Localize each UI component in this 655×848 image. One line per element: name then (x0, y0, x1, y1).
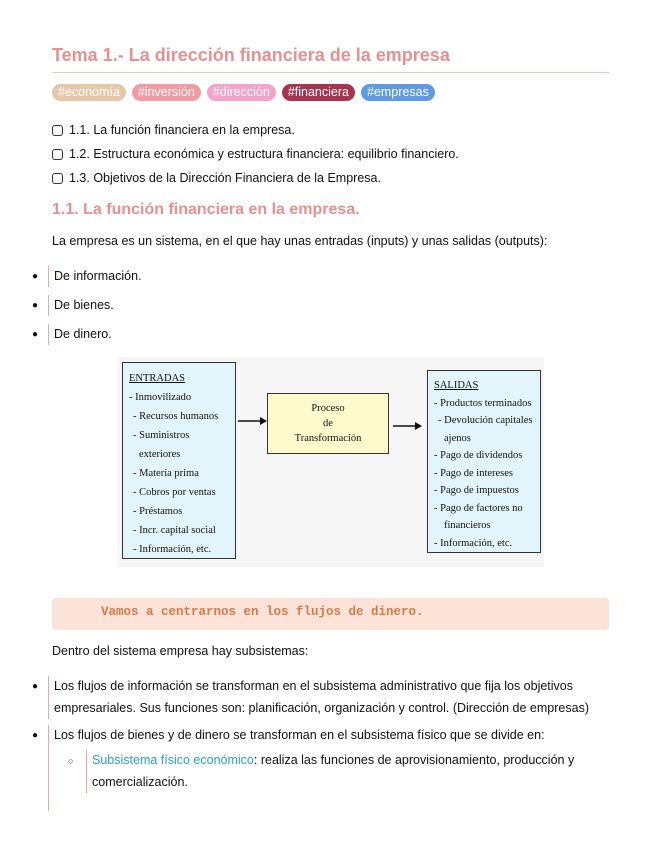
callout-text: Vamos a centrarnos en los flujos de dinero. (101, 605, 424, 619)
section-heading: 1.1. La función financiera en la empresa. (52, 201, 360, 218)
tag-list (52, 84, 435, 101)
system-diagram (117, 357, 544, 567)
entradas-item: - Incr. capital social (133, 525, 216, 536)
salidas-item: - Devolución capitales (438, 415, 533, 426)
bullet-dot-icon: ● (32, 730, 39, 741)
list-item-text: De bienes. (48, 295, 114, 316)
checklist-item (52, 166, 459, 190)
entradas-title: ENTRADAS (129, 373, 186, 384)
callout-block (52, 598, 609, 630)
salidas-item: ajenos (444, 432, 471, 444)
sub-list-item (68, 750, 574, 793)
list-item (32, 676, 589, 719)
arrow-right-icon (391, 420, 425, 432)
toc-checklist (52, 118, 459, 190)
tag-empresas[interactable]: #empresas (361, 84, 435, 101)
arrow-right-icon (236, 415, 270, 427)
entradas-item: - Materia prima (133, 468, 199, 479)
proceso-line: Proceso (311, 403, 345, 414)
salidas-item: - Información, etc. (434, 537, 513, 549)
list-item (32, 725, 589, 811)
checkbox[interactable] (52, 149, 63, 160)
list-item-line: empresariales. Sus funciones son: planificación, organización y control. (Dirección de empresas) (54, 701, 589, 715)
bullet-dot-icon: ● (32, 681, 39, 692)
page-title: Tema 1.- La dirección financiera de la empresa (52, 45, 609, 73)
salidas-item: - Productos terminados (434, 397, 532, 409)
tag-economia[interactable]: #economía (52, 84, 126, 101)
list-item-line: Los flujos de información se transforman en el subsistema administrativo que fija los objetivos (54, 679, 574, 693)
list-item-line: Los flujos de bienes y de dinero se transforman en el subsistema físico que se divide en: (54, 728, 545, 742)
list-item (32, 266, 142, 287)
sub-list-item-line: comercialización. (92, 775, 188, 789)
intro-paragraph: La empresa es un sistema, en el que hay unas entradas (inputs) y unas salidas (outputs): (52, 234, 548, 248)
list-item-text (48, 725, 574, 811)
flow-bullet-list (32, 266, 142, 345)
checkbox[interactable] (52, 173, 63, 184)
proceso-line: Transformación (294, 433, 362, 444)
tag-inversion[interactable]: #inversión (132, 84, 201, 101)
entradas-item: - Préstamos (133, 506, 183, 517)
entradas-box (122, 362, 236, 559)
salidas-item: - Pago de factores no (434, 502, 523, 514)
bullet-dot-icon: ● (32, 271, 39, 282)
sub-list-item-line: : realiza las funciones de aprovisionamiento, producción y (253, 753, 575, 767)
bullet-dot-icon: ● (32, 300, 39, 311)
subsystems-intro: Dentro del sistema empresa hay subsistemas: (52, 644, 309, 658)
list-item-text: De dinero. (48, 324, 112, 345)
salidas-item: - Pago de dividendos (434, 450, 523, 461)
salidas-title: SALIDAS (434, 380, 479, 391)
proceso-box (267, 393, 389, 454)
salidas-item: - Pago de impuestos (434, 485, 519, 496)
checklist-item (52, 142, 459, 166)
entradas-item: - Suministros (133, 430, 190, 441)
entradas-item: - Cobros por ventas (133, 487, 216, 498)
salidas-item: - Pago de intereses (434, 467, 514, 479)
bullet-dot-icon: ● (32, 329, 39, 340)
subsystem-bullet-list (32, 676, 589, 811)
tag-direccion[interactable]: #dirección (207, 84, 276, 101)
bullet-circle-icon: ○ (68, 756, 74, 766)
list-item-text (48, 676, 589, 719)
entradas-item: - Recursos humanos (133, 411, 219, 422)
entradas-item: exteriores (139, 449, 181, 460)
checklist-item (52, 118, 459, 142)
checkbox[interactable] (52, 125, 63, 136)
subsistema-fisico-link[interactable]: Subsistema físico económico (92, 753, 254, 767)
list-item (32, 295, 142, 316)
sub-list-item-text (86, 750, 574, 793)
checklist-label: 1.3. Objetivos de la Dirección Financiera de la Empresa. (69, 171, 381, 185)
tag-financiera[interactable]: #financiera (282, 84, 355, 101)
checklist-label: 1.1. La función financiera en la empresa. (69, 123, 295, 137)
checklist-label: 1.2. Estructura económica y estructura financiera: equilibrio financiero. (69, 147, 459, 161)
proceso-line: de (323, 418, 333, 429)
list-item-text: De información. (48, 266, 142, 287)
salidas-box (427, 370, 541, 553)
list-item (32, 324, 142, 345)
entradas-item: - Información, etc. (133, 544, 212, 555)
entradas-item: - Inmovilizado (129, 392, 192, 403)
salidas-item: financieros (444, 520, 491, 531)
